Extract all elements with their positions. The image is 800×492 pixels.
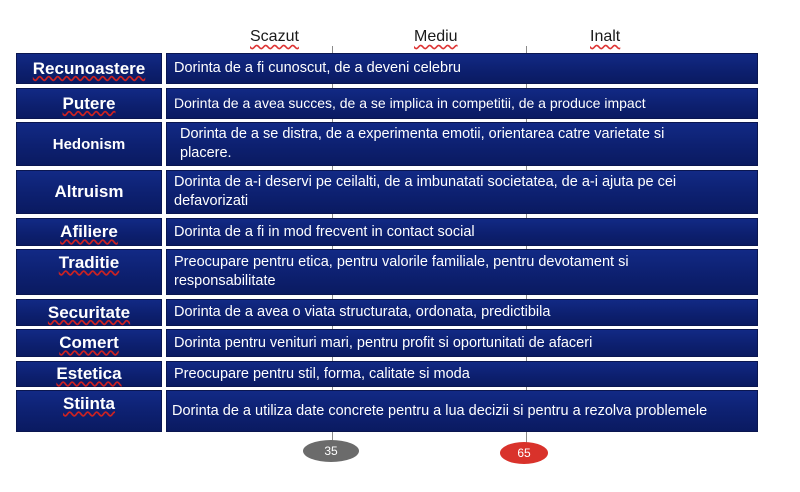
- value-row: [16, 88, 758, 119]
- column-header-mid: Mediu: [414, 28, 458, 45]
- column-header-low: Scazut: [250, 28, 299, 45]
- row-description: Preocupare pentru stil, forma, calitate si moda: [166, 361, 758, 387]
- row-label: Securitate: [16, 299, 162, 326]
- value-row: [16, 249, 758, 295]
- value-row: [16, 361, 758, 387]
- value-row: [16, 170, 758, 214]
- row-label: Recunoastere: [16, 53, 162, 84]
- value-row: [16, 299, 758, 326]
- row-label: Putere: [16, 88, 162, 119]
- row-label: Afiliere: [16, 218, 162, 246]
- row-description: Dorinta de a avea succes, de a se implica in competitii, de a produce impact: [166, 88, 758, 119]
- value-row: [16, 218, 758, 246]
- low-score-marker: 35: [303, 440, 359, 462]
- value-row: [16, 390, 758, 432]
- row-description: Dorinta de a fi in mod frecvent in contact social: [166, 218, 758, 246]
- row-description: Dorinta pentru venituri mari, pentru profit si oportunitati de afaceri: [166, 329, 758, 357]
- row-label: Stiinta: [16, 390, 162, 432]
- value-row: [16, 329, 758, 357]
- row-label: Traditie: [16, 249, 162, 295]
- row-description: Dorinta de a fi cunoscut, de a deveni celebru: [166, 53, 758, 84]
- value-row: [16, 122, 758, 166]
- row-description: Dorinta de a utiliza date concrete pentru a lua decizii si pentru a rezolva problemele: [166, 390, 758, 432]
- row-label: Hedonism: [16, 122, 162, 166]
- row-description: Dorinta de a se distra, de a experimenta emotii, orientarea catre varietate si placere.: [166, 122, 758, 166]
- row-label: Comert: [16, 329, 162, 357]
- high-score-marker: 65: [500, 442, 548, 464]
- row-description: Preocupare pentru etica, pentru valorile familiale, pentru devotament si responsabilitate: [166, 249, 758, 295]
- row-label: Altruism: [16, 170, 162, 214]
- row-description: Dorinta de a avea o viata structurata, ordonata, predictibila: [166, 299, 758, 326]
- row-label: Estetica: [16, 361, 162, 387]
- column-header-high: Inalt: [590, 28, 621, 45]
- value-row: [16, 53, 758, 84]
- row-description: Dorinta de a-i deservi pe ceilalti, de a imbunatati societatea, de a-i ajuta pe cei defavorizati: [166, 170, 758, 214]
